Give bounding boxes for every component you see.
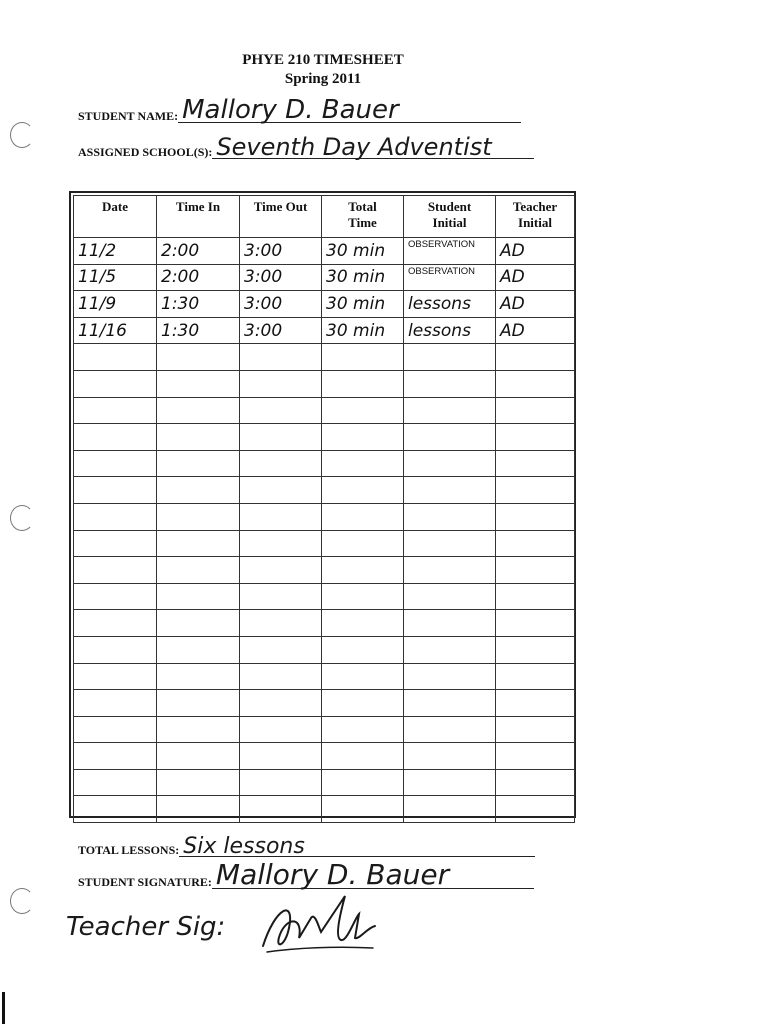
empty-cell[interactable] — [157, 344, 240, 371]
empty-cell[interactable] — [157, 636, 240, 663]
empty-cell[interactable] — [496, 503, 575, 530]
teacher-initial-cell: AD — [500, 240, 525, 261]
empty-cell[interactable] — [496, 424, 575, 451]
student-initial-cell: lessons — [408, 293, 471, 314]
table-row-empty[interactable] — [74, 743, 575, 770]
student-name-field[interactable] — [78, 92, 521, 123]
empty-cell[interactable] — [157, 743, 240, 770]
table-row-empty[interactable] — [74, 583, 575, 610]
student-note-cell: OBSERVATION — [408, 239, 476, 250]
empty-cell[interactable] — [74, 636, 157, 663]
table-row-empty[interactable] — [74, 663, 575, 690]
time-in-cell: 2:00 — [161, 240, 200, 261]
empty-cell[interactable] — [240, 370, 322, 397]
empty-cell[interactable] — [322, 716, 404, 743]
empty-cell[interactable] — [157, 716, 240, 743]
empty-cell[interactable] — [157, 370, 240, 397]
empty-cell[interactable] — [404, 796, 496, 823]
empty-cell[interactable] — [157, 557, 240, 584]
empty-cell[interactable] — [496, 636, 575, 663]
column-header: Student Initial — [404, 196, 496, 238]
date-cell: 11/9 — [78, 293, 117, 314]
empty-cell[interactable] — [157, 583, 240, 610]
total-time-cell: 30 min — [326, 293, 386, 314]
table-row-empty[interactable] — [74, 397, 575, 424]
total-time-cell: 30 min — [326, 240, 386, 261]
time-out-cell: 3:00 — [244, 240, 283, 261]
binder-hole-bottom — [10, 888, 34, 914]
date-cell: 11/2 — [78, 240, 117, 261]
table-row-empty[interactable] — [74, 477, 575, 504]
empty-cell[interactable] — [157, 503, 240, 530]
column-header: Total Time — [322, 196, 404, 238]
empty-cell[interactable] — [322, 690, 404, 717]
empty-cell[interactable] — [404, 450, 496, 477]
student-initial-cell: lessons — [408, 320, 471, 341]
empty-cell[interactable] — [322, 610, 404, 637]
empty-cell[interactable] — [496, 477, 575, 504]
empty-cell[interactable] — [404, 663, 496, 690]
student-signature-value: Mallory D. Bauer — [215, 858, 450, 891]
empty-cell[interactable] — [496, 557, 575, 584]
binder-hole-top — [10, 122, 34, 148]
empty-cell[interactable] — [240, 397, 322, 424]
time-in-cell: 2:00 — [161, 267, 200, 288]
empty-cell[interactable] — [240, 690, 322, 717]
empty-cell[interactable] — [157, 663, 240, 690]
column-header: Time Out — [240, 196, 322, 238]
empty-cell[interactable] — [496, 743, 575, 770]
empty-cell[interactable] — [496, 690, 575, 717]
empty-cell[interactable] — [322, 557, 404, 584]
empty-cell[interactable] — [322, 796, 404, 823]
empty-cell[interactable] — [322, 769, 404, 796]
scan-edge-mark — [2, 992, 5, 1024]
empty-cell[interactable] — [404, 397, 496, 424]
table-row-empty[interactable] — [74, 610, 575, 637]
table-header-row — [74, 196, 575, 238]
empty-cell[interactable] — [74, 424, 157, 451]
empty-cell[interactable] — [496, 716, 575, 743]
empty-cell[interactable] — [322, 743, 404, 770]
column-header: Teacher Initial — [496, 196, 575, 238]
table-row-empty[interactable] — [74, 424, 575, 451]
empty-cell[interactable] — [322, 477, 404, 504]
empty-cell[interactable] — [157, 530, 240, 557]
empty-cell[interactable] — [74, 769, 157, 796]
empty-cell[interactable] — [496, 610, 575, 637]
empty-cell[interactable] — [322, 503, 404, 530]
student-note-cell: OBSERVATION — [408, 265, 476, 277]
empty-cell[interactable] — [404, 769, 496, 796]
empty-cell[interactable] — [157, 397, 240, 424]
table-row-empty[interactable] — [74, 716, 575, 743]
empty-cell[interactable] — [74, 743, 157, 770]
empty-cell[interactable] — [404, 370, 496, 397]
empty-cell[interactable] — [74, 557, 157, 584]
empty-cell[interactable] — [240, 583, 322, 610]
total-time-cell: 30 min — [326, 267, 386, 288]
timesheet-table-frame — [69, 191, 576, 818]
table-row-empty[interactable] — [74, 557, 575, 584]
empty-cell[interactable] — [496, 344, 575, 371]
empty-cell[interactable] — [322, 583, 404, 610]
empty-cell[interactable] — [74, 716, 157, 743]
column-header: Date — [74, 196, 157, 238]
time-out-cell: 3:00 — [244, 267, 283, 288]
teacher-initial-cell: AD — [500, 293, 525, 314]
empty-cell[interactable] — [157, 796, 240, 823]
empty-cell[interactable] — [240, 716, 322, 743]
empty-cell[interactable] — [74, 503, 157, 530]
empty-cell[interactable] — [240, 450, 322, 477]
table-row[interactable] — [74, 264, 575, 291]
teacher-signature-scribble — [255, 888, 405, 958]
empty-cell[interactable] — [74, 370, 157, 397]
empty-cell[interactable] — [157, 450, 240, 477]
empty-cell[interactable] — [240, 663, 322, 690]
empty-cell[interactable] — [157, 424, 240, 451]
empty-cell[interactable] — [404, 636, 496, 663]
table-row-empty[interactable] — [74, 636, 575, 663]
empty-cell[interactable] — [74, 690, 157, 717]
form-subtitle: Spring 2011 — [284, 71, 362, 87]
empty-cell[interactable] — [322, 370, 404, 397]
date-cell: 11/5 — [78, 267, 117, 288]
empty-cell[interactable] — [404, 530, 496, 557]
table-row-empty[interactable] — [74, 370, 575, 397]
student-name-value: Mallory D. Bauer — [182, 95, 399, 125]
teacher-initial-cell: AD — [500, 267, 525, 288]
empty-cell[interactable] — [496, 796, 575, 823]
empty-cell[interactable] — [404, 557, 496, 584]
time-in-cell: 1:30 — [161, 320, 200, 341]
student-name-label: STUDENT NAME: — [78, 109, 179, 123]
empty-cell[interactable] — [240, 557, 322, 584]
empty-cell[interactable] — [404, 583, 496, 610]
date-cell: 11/16 — [78, 320, 127, 341]
empty-cell[interactable] — [157, 477, 240, 504]
binder-hole-middle — [10, 505, 34, 531]
form-title: PHYE 210 TIMESHEET — [242, 52, 404, 68]
empty-cell[interactable] — [74, 796, 157, 823]
empty-cell[interactable] — [404, 344, 496, 371]
empty-cell[interactable] — [322, 424, 404, 451]
empty-cell[interactable] — [74, 583, 157, 610]
empty-cell[interactable] — [74, 344, 157, 371]
empty-cell[interactable] — [240, 530, 322, 557]
empty-cell[interactable] — [496, 583, 575, 610]
table-row[interactable] — [74, 238, 575, 265]
empty-cell[interactable] — [157, 769, 240, 796]
empty-cell[interactable] — [496, 530, 575, 557]
empty-cell[interactable] — [240, 796, 322, 823]
empty-cell[interactable] — [74, 610, 157, 637]
student-signature-label: STUDENT SIGNATURE: — [78, 875, 212, 889]
empty-cell[interactable] — [404, 424, 496, 451]
empty-cell[interactable] — [322, 663, 404, 690]
empty-cell[interactable] — [496, 663, 575, 690]
table-row-empty[interactable] — [74, 530, 575, 557]
empty-cell[interactable] — [74, 397, 157, 424]
total-lessons-value: Six lessons — [183, 834, 305, 859]
empty-cell[interactable] — [404, 743, 496, 770]
column-header: Time In — [157, 196, 240, 238]
teacher-signature-label: Teacher Sig: — [66, 912, 226, 942]
empty-cell[interactable] — [240, 503, 322, 530]
empty-cell[interactable] — [496, 397, 575, 424]
empty-cell[interactable] — [322, 450, 404, 477]
empty-cell[interactable] — [74, 450, 157, 477]
empty-cell[interactable] — [157, 690, 240, 717]
table-row-empty[interactable] — [74, 503, 575, 530]
empty-cell[interactable] — [322, 636, 404, 663]
empty-cell[interactable] — [496, 450, 575, 477]
empty-cell[interactable] — [322, 397, 404, 424]
assigned-school-value: Seventh Day Adventist — [216, 133, 492, 161]
empty-cell[interactable] — [157, 610, 240, 637]
empty-cell[interactable] — [240, 477, 322, 504]
empty-cell[interactable] — [496, 769, 575, 796]
assigned-school-field[interactable] — [78, 128, 534, 159]
table-row-empty[interactable] — [74, 344, 575, 371]
table-row-empty[interactable] — [74, 796, 575, 823]
timesheet-table — [73, 195, 575, 823]
table-row-empty[interactable] — [74, 690, 575, 717]
empty-cell[interactable] — [322, 530, 404, 557]
empty-cell[interactable] — [404, 477, 496, 504]
teacher-initial-cell: AD — [500, 320, 525, 341]
total-time-cell: 30 min — [326, 320, 386, 341]
student-signature-field[interactable] — [78, 858, 534, 889]
time-in-cell: 1:30 — [161, 293, 200, 314]
time-out-cell: 3:00 — [244, 293, 283, 314]
empty-cell[interactable] — [404, 503, 496, 530]
total-lessons-field[interactable] — [78, 826, 535, 857]
empty-cell[interactable] — [240, 743, 322, 770]
table-row-empty[interactable] — [74, 450, 575, 477]
empty-cell[interactable] — [240, 636, 322, 663]
table-row[interactable] — [74, 291, 575, 318]
empty-cell[interactable] — [240, 610, 322, 637]
empty-cell[interactable] — [496, 370, 575, 397]
empty-cell[interactable] — [74, 663, 157, 690]
empty-cell[interactable] — [240, 769, 322, 796]
empty-cell[interactable] — [240, 344, 322, 371]
empty-cell[interactable] — [404, 690, 496, 717]
table-row[interactable] — [74, 317, 575, 344]
assigned-school-label: ASSIGNED SCHOOL(S): — [78, 145, 213, 159]
table-row-empty[interactable] — [74, 769, 575, 796]
empty-cell[interactable] — [74, 477, 157, 504]
empty-cell[interactable] — [322, 344, 404, 371]
time-out-cell: 3:00 — [244, 320, 283, 341]
empty-cell[interactable] — [240, 424, 322, 451]
empty-cell[interactable] — [74, 530, 157, 557]
empty-cell[interactable] — [404, 610, 496, 637]
total-lessons-label: TOTAL LESSONS: — [78, 843, 180, 857]
empty-cell[interactable] — [404, 716, 496, 743]
